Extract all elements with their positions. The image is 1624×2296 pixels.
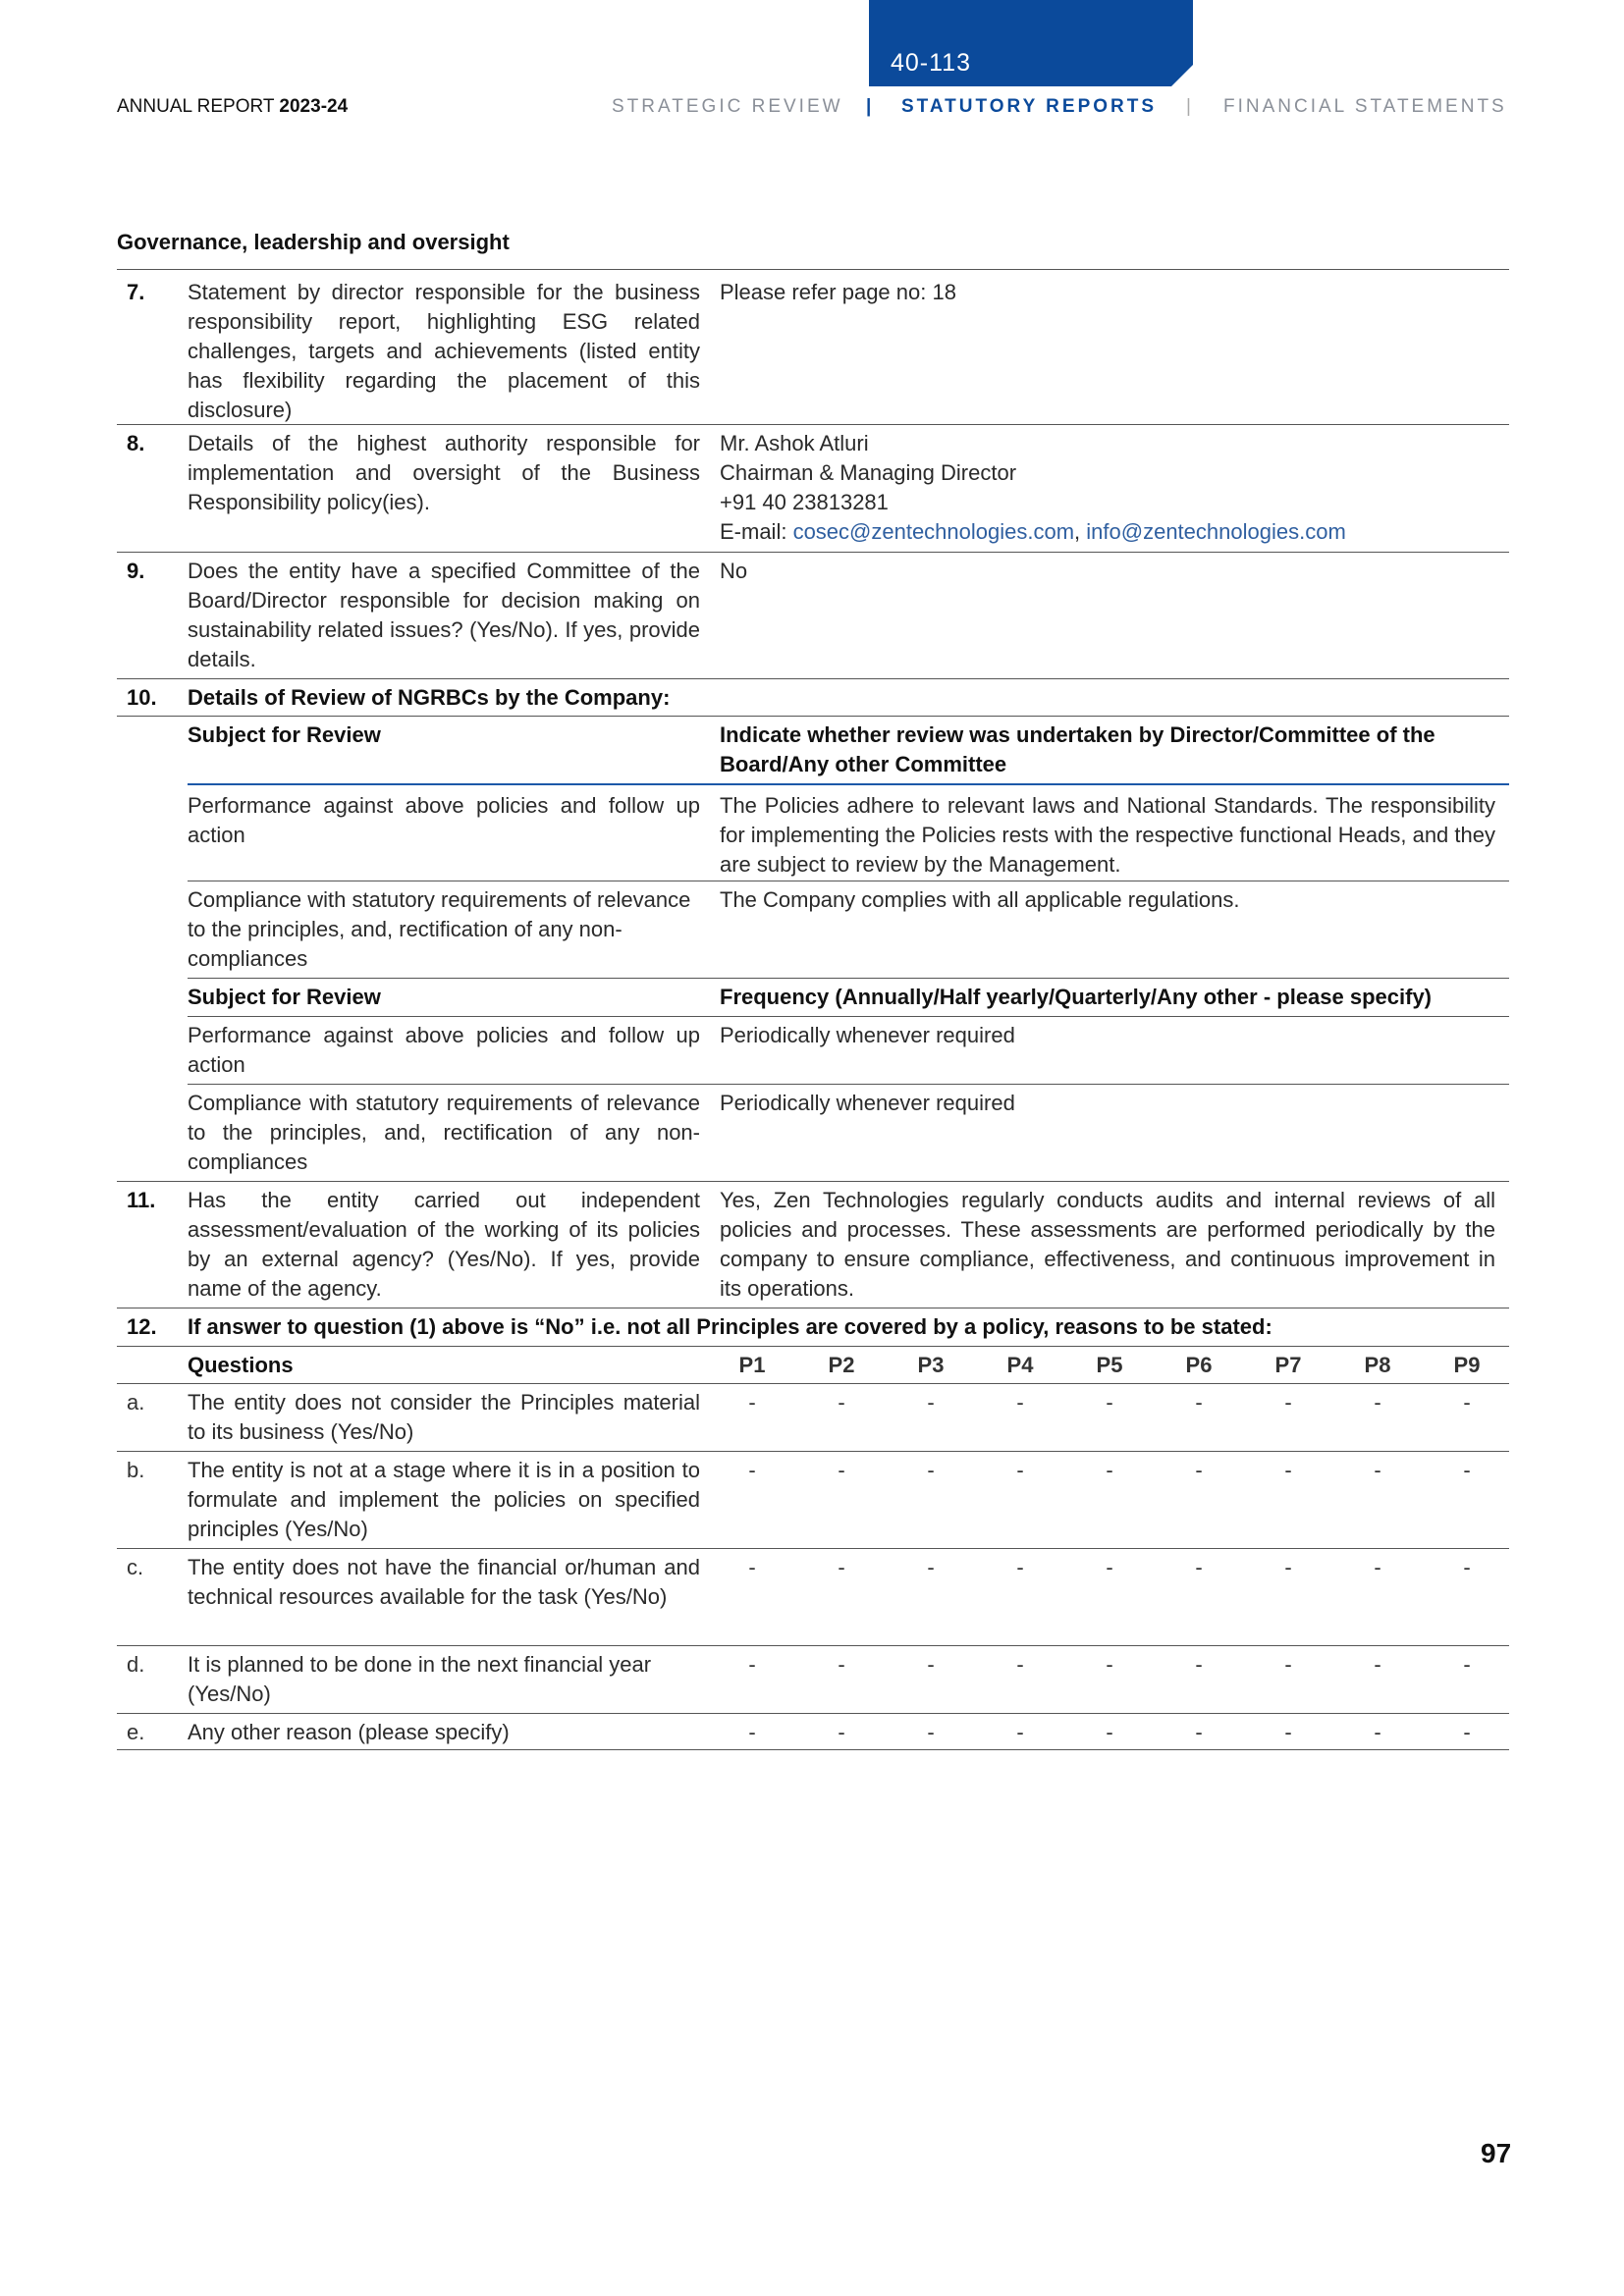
authority-designation: Chairman & Managing Director [720, 460, 1017, 485]
frequency-row [188, 1084, 1509, 1181]
principle-row-d [117, 1645, 1509, 1713]
page-range-tab [869, 0, 1193, 86]
review-answer: The Policies adhere to relevant laws and National Standards. The responsibility for implementing the Policies rests with the respective functional Heads, and they are subject to review by the Management. [720, 793, 1495, 877]
principle-value: - [927, 1720, 935, 1744]
principle-value: - [1195, 1390, 1203, 1415]
page-range: 40-113 [891, 49, 971, 77]
principle-header-p2: P2 [828, 1353, 855, 1377]
frequency-answer: Periodically whenever required [720, 1091, 1015, 1115]
table-row-q10-title [117, 678, 1509, 716]
report-label: ANNUAL REPORT [117, 96, 280, 117]
report-year: 2023-24 [279, 96, 349, 117]
principle-value: - [1284, 1555, 1292, 1579]
principle-value: - [1463, 1652, 1471, 1677]
question-number: 9. [127, 559, 145, 583]
question-number: 12. [127, 1314, 157, 1339]
principle-value: - [1374, 1390, 1381, 1415]
principle-header-p8: P8 [1364, 1353, 1391, 1377]
table-row-q12-title [117, 1308, 1509, 1346]
review-row [188, 881, 1509, 978]
principle-value: - [1374, 1652, 1381, 1677]
principle-value: - [1195, 1652, 1203, 1677]
principle-value: - [1374, 1555, 1381, 1579]
principle-header-p3: P3 [917, 1353, 945, 1377]
review-subject: Performance against above policies and follow up action [188, 793, 700, 847]
principle-value: - [927, 1652, 935, 1677]
principle-value: - [838, 1555, 845, 1579]
principle-value: - [1106, 1555, 1113, 1579]
row-letter: c. [127, 1555, 144, 1579]
principle-header-p5: P5 [1096, 1353, 1123, 1377]
row-question: Any other reason (please specify) [188, 1720, 510, 1744]
principle-value: - [1374, 1720, 1381, 1744]
question-number: 8. [127, 431, 145, 455]
principle-value: - [1106, 1720, 1113, 1744]
answer-text: Yes, Zen Technologies regularly conducts audits and internal reviews of all policies and processes. These assessments are performed periodically by the company to ensure compliance, effectiveness, and continuous improvement in its operations. [720, 1188, 1495, 1301]
principle-value: - [838, 1390, 845, 1415]
question-title: Details of Review of NGRBCs by the Company: [188, 685, 671, 710]
principle-value: - [1284, 1652, 1292, 1677]
principle-value: - [1374, 1458, 1381, 1482]
subject-header: Subject for Review [188, 722, 381, 747]
table-row-q7 [117, 269, 1509, 424]
page-number: 97 [1481, 2138, 1512, 2168]
principle-value: - [1106, 1458, 1113, 1482]
row-letter: e. [127, 1720, 145, 1744]
principle-value: - [927, 1458, 935, 1482]
principle-row-b [117, 1451, 1509, 1548]
principle-value: - [748, 1458, 756, 1482]
principle-value: - [1016, 1390, 1024, 1415]
authority-email [720, 517, 1495, 547]
principle-value: - [1195, 1555, 1203, 1579]
principle-value: - [1106, 1390, 1113, 1415]
principle-value: - [748, 1390, 756, 1415]
row-question: It is planned to be done in the next financial year (Yes/No) [188, 1652, 652, 1706]
principle-value: - [838, 1652, 845, 1677]
question-title: If answer to question (1) above is “No” i.e. not all Principles are covered by a policy, reasons to be stated: [188, 1314, 1272, 1339]
principle-value: - [1195, 1720, 1203, 1744]
principle-header-p1: P1 [738, 1353, 766, 1377]
principle-header-p9: P9 [1453, 1353, 1481, 1377]
principle-value: - [748, 1555, 756, 1579]
table-row-q8 [117, 424, 1509, 552]
principle-value: - [1106, 1652, 1113, 1677]
frequency-header: Frequency (Annually/Half yearly/Quarterly/Any other - please specify) [720, 985, 1433, 1009]
principle-value: - [927, 1555, 935, 1579]
review-answer: The Company complies with all applicable regulations. [720, 887, 1240, 912]
principle-value: - [1463, 1390, 1471, 1415]
question-text: Does the entity have a specified Committee of the Board/Director responsible for decision making on sustainability related issues? (Yes/No). If yes, provide details. [188, 559, 700, 671]
authority-phone: +91 40 23813281 [720, 490, 889, 514]
section-title: Governance, leadership and oversight [117, 230, 510, 254]
governance-table [117, 269, 1509, 1750]
table-row-q11 [117, 1181, 1509, 1308]
questions-header: Questions [188, 1353, 294, 1377]
frequency-subject: Performance against above policies and follow up action [188, 1023, 700, 1077]
email-link-cosec[interactable]: cosec@zentechnologies.com [792, 519, 1075, 544]
principle-value: - [1016, 1458, 1024, 1482]
principle-header-p7: P7 [1274, 1353, 1302, 1377]
email-label: E-mail: [720, 519, 793, 544]
principle-value: - [1463, 1720, 1471, 1744]
principle-value: - [1463, 1555, 1471, 1579]
review-row [188, 783, 1509, 881]
row-question: The entity does not consider the Principles material to its business (Yes/No) [188, 1390, 700, 1444]
row-question: The entity is not at a stage where it is in a position to formulate and implement the policies on specified principles (Yes/No) [188, 1458, 700, 1541]
row-letter: d. [127, 1652, 145, 1677]
frequency-row [188, 1016, 1509, 1084]
nav-statutory-reports[interactable]: STATUTORY REPORTS [901, 96, 1158, 117]
review-header: Indicate whether review was undertaken by Director/Committee of the Board/Any other Committee [720, 722, 1435, 776]
report-title [117, 96, 348, 118]
frequency-subject: Compliance with statutory requirements of relevance to the principles, and, rectification of any non-compliances [188, 1091, 700, 1174]
question-number: 10. [127, 685, 157, 710]
question-number: 7. [127, 280, 145, 304]
principle-row-c [117, 1548, 1509, 1645]
principle-header-p6: P6 [1185, 1353, 1213, 1377]
principle-row-a [117, 1383, 1509, 1451]
row-question: The entity does not have the financial or/human and technical resources available for the task (Yes/No) [188, 1555, 700, 1609]
principle-value: - [927, 1390, 935, 1415]
principle-value: - [1284, 1390, 1292, 1415]
subject-header: Subject for Review [188, 985, 381, 1009]
principle-value: - [1463, 1458, 1471, 1482]
row-letter: a. [127, 1390, 145, 1415]
principle-value: - [1284, 1720, 1292, 1744]
answer-text: No [720, 559, 748, 583]
review-header-row [117, 716, 1509, 783]
principle-value: - [748, 1652, 756, 1677]
nav-separator: | [1186, 96, 1191, 117]
question-text: Has the entity carried out independent assessment/evaluation of the working of its policies by an external agency? (Yes/No). If yes, provide name of the agency. [188, 1188, 700, 1301]
row-letter: b. [127, 1458, 145, 1482]
review-subject: Compliance with statutory requirements of relevance to the principles, and, rectification of any non-compliances [188, 887, 691, 971]
question-number: 11. [127, 1188, 156, 1212]
principle-value: - [1284, 1458, 1292, 1482]
principle-value: - [1016, 1720, 1024, 1744]
principle-value: - [1016, 1555, 1024, 1579]
principles-header-row [117, 1346, 1509, 1383]
frequency-answer: Periodically whenever required [720, 1023, 1015, 1047]
principle-value: - [1195, 1458, 1203, 1482]
principle-value: - [1016, 1652, 1024, 1677]
principle-row-e [117, 1713, 1509, 1750]
principle-value: - [838, 1720, 845, 1744]
frequency-header-row [188, 978, 1509, 1016]
nav-separator: | [866, 96, 872, 117]
email-separator: , [1074, 519, 1087, 544]
answer-text [720, 429, 1495, 547]
question-text: Details of the highest authority responsible for implementation and oversight of the Business Responsibility policy(ies). [188, 431, 700, 514]
principle-value: - [748, 1720, 756, 1744]
principle-header-p4: P4 [1006, 1353, 1034, 1377]
nav-strategic-review[interactable]: STRATEGIC REVIEW [612, 96, 843, 117]
table-row-q9 [117, 552, 1509, 678]
nav-financial-statements[interactable]: FINANCIAL STATEMENTS [1223, 96, 1507, 117]
email-link-info[interactable]: info@zentechnologies.com [1086, 519, 1346, 544]
answer-text: Please refer page no: 18 [720, 280, 956, 304]
question-text: Statement by director responsible for the business responsibility report, highlighting ESG related challenges, targets and achievements (listed entity has flexibility regarding the placement of this disclosure) [188, 280, 700, 422]
authority-name: Mr. Ashok Atluri [720, 431, 869, 455]
principle-value: - [838, 1458, 845, 1482]
